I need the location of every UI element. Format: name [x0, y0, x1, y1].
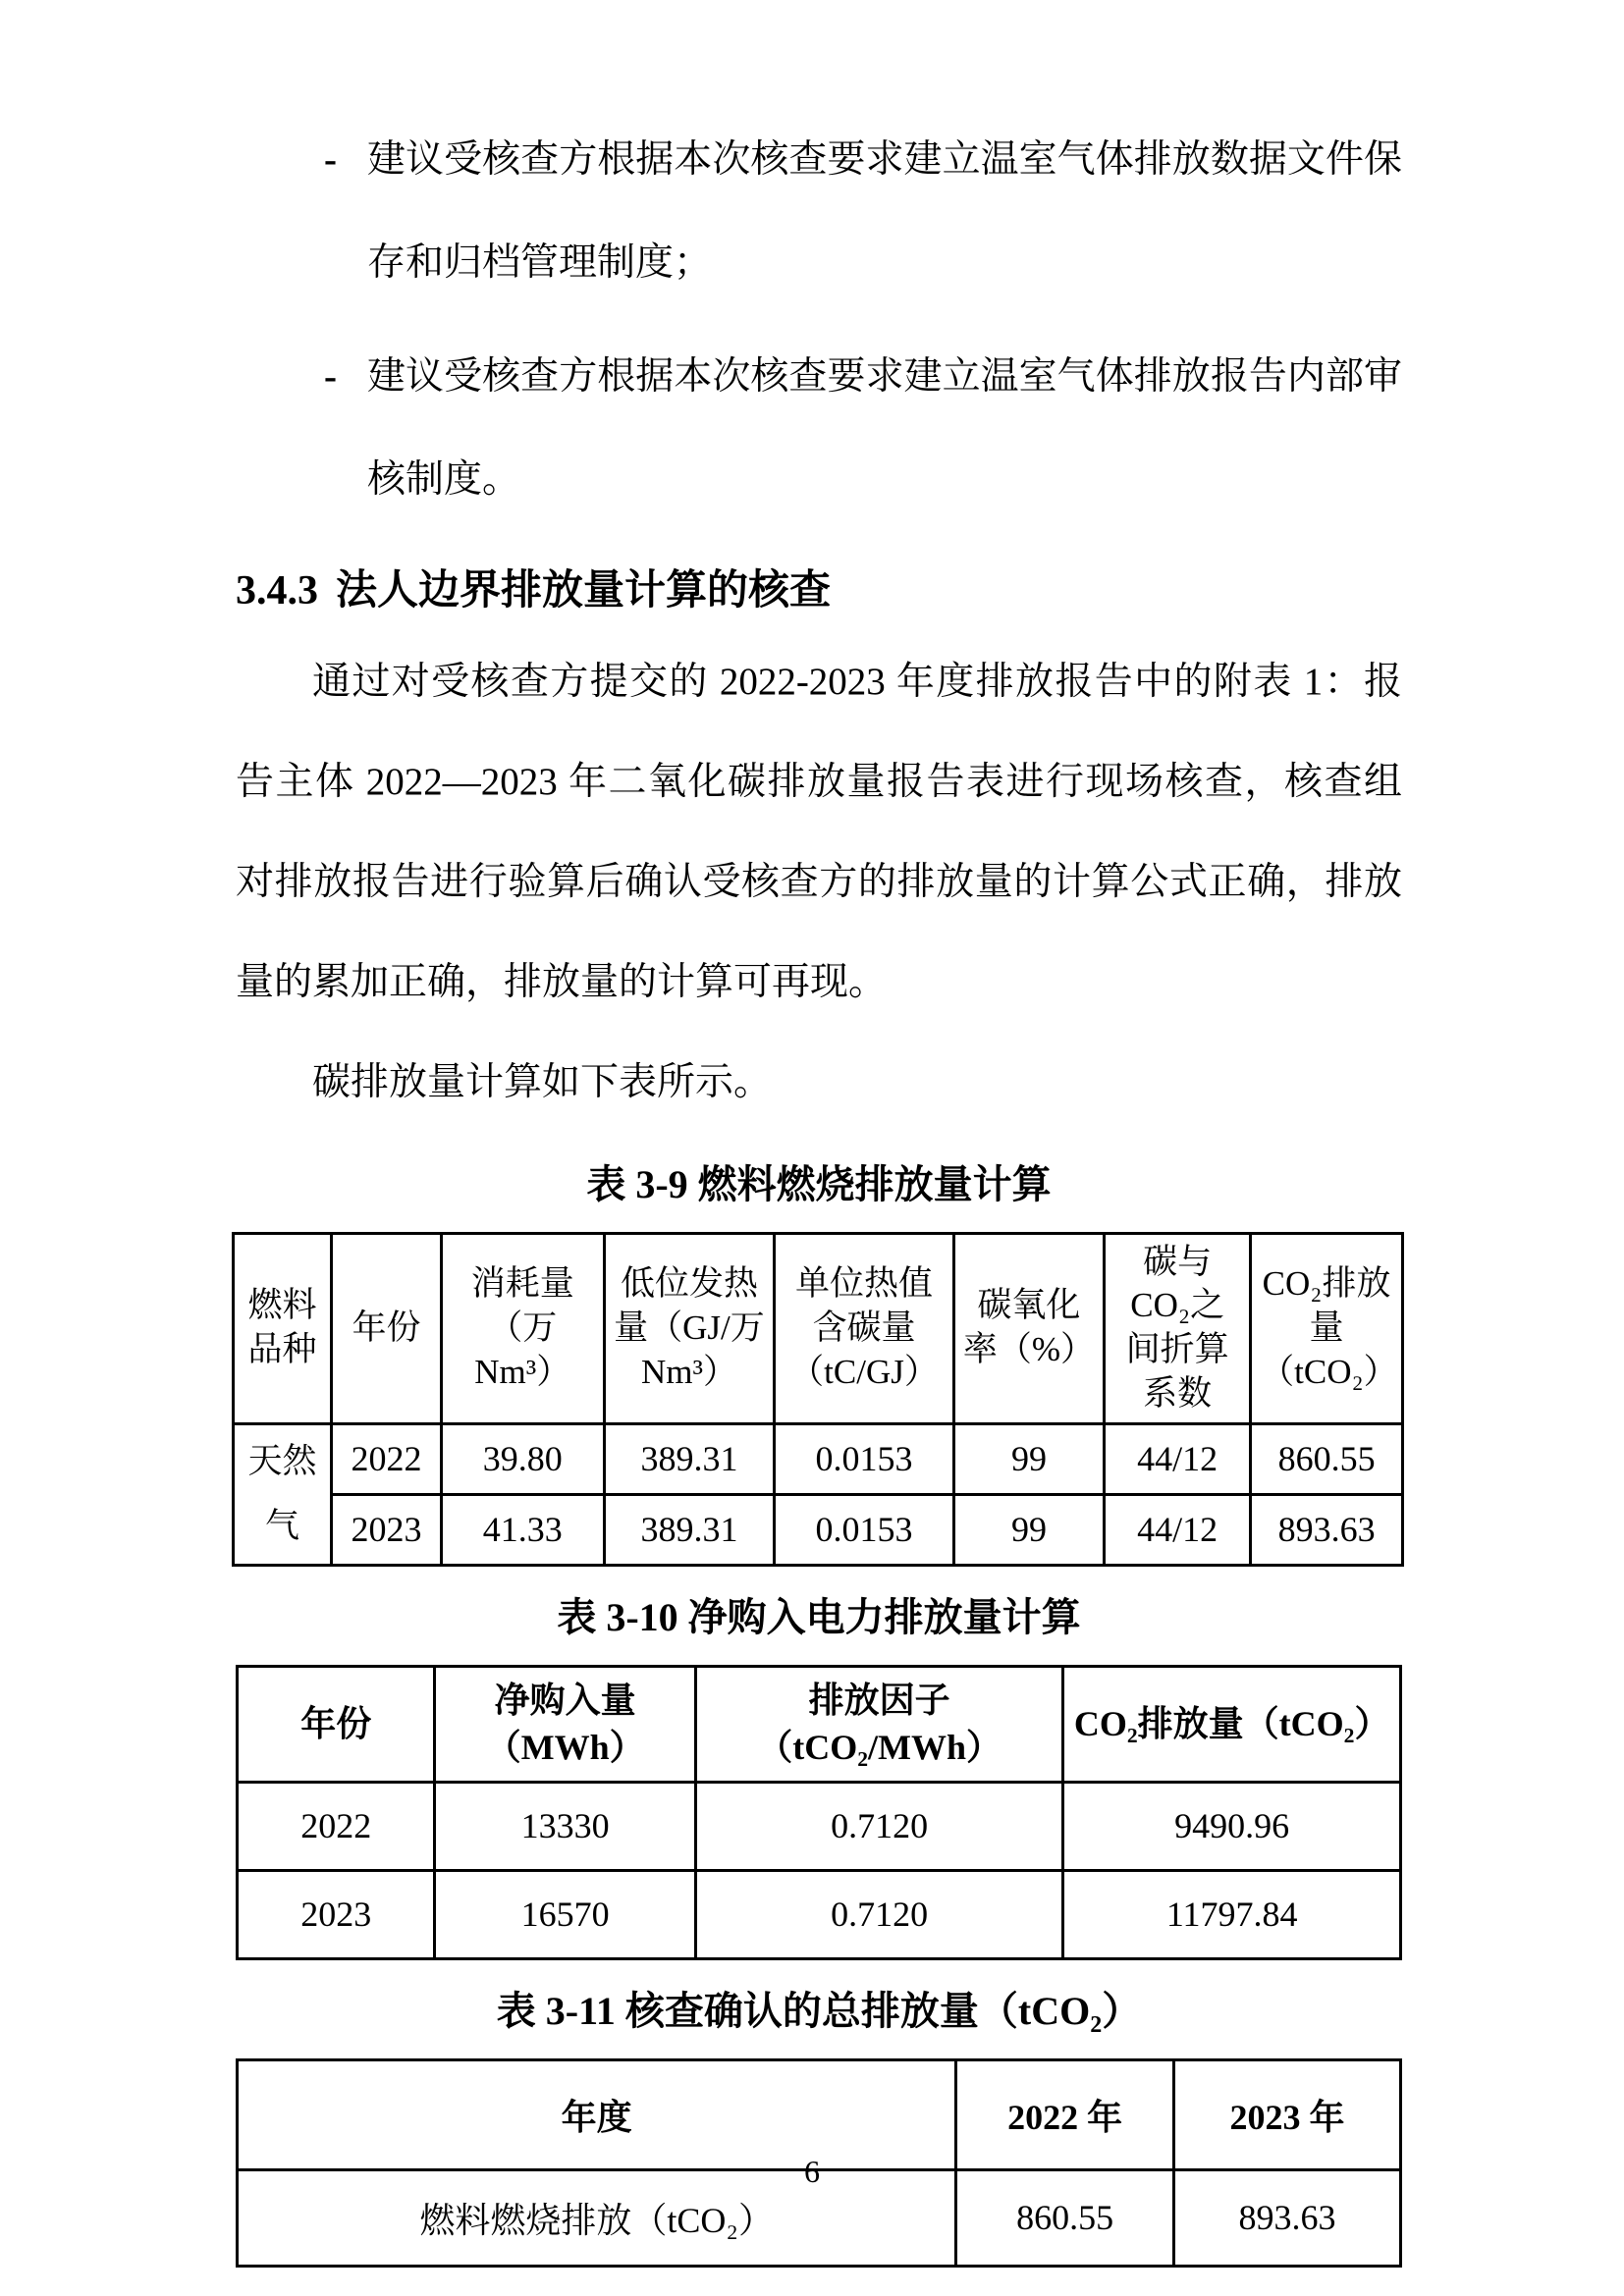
column-header: 2023 年: [1173, 2059, 1400, 2169]
table-cell: 860.55: [1251, 1423, 1403, 1494]
list-item: [236, 108, 1402, 315]
table-cell: 9490.96: [1063, 1782, 1401, 1870]
table-3-9-title: 表 3-9 燃料燃烧排放量计算: [586, 1161, 1052, 1206]
bullet-dash: -: [324, 354, 337, 398]
table-row: [234, 1494, 1403, 1565]
table-cell: 860.55: [956, 2169, 1174, 2266]
column-header: 单位热值含碳量（tC/GJ）: [775, 1233, 953, 1423]
table-cell: 44/12: [1105, 1423, 1251, 1494]
table-cell: 893.63: [1173, 2169, 1400, 2266]
bullet-text: 建议受核查方根据本次核查要求建立温室气体排放报告内部审核制度。: [367, 354, 1402, 501]
table-cell: 2023: [332, 1494, 442, 1565]
column-header: 净购入量（MWh）: [435, 1666, 695, 1782]
table-cell: 16570: [435, 1870, 695, 1958]
body-paragraph: 碳排放量计算如下表所示。: [312, 1061, 773, 1104]
column-header: 碳氧化率（%）: [953, 1233, 1105, 1423]
column-header: 2022 年: [956, 2059, 1174, 2169]
table-cell: 99: [953, 1494, 1105, 1565]
column-header: 排放因子（tCO₂/MWh）: [695, 1666, 1062, 1782]
table-3-9: [232, 1232, 1404, 1567]
table-row: [234, 1233, 1403, 1423]
column-header: 消耗量（万 Nm³）: [441, 1233, 604, 1423]
column-header: 燃料品种: [234, 1233, 332, 1423]
table-cell: 44/12: [1105, 1494, 1251, 1565]
table-cell: 389.31: [604, 1494, 775, 1565]
table-cell: 41.33: [441, 1494, 604, 1565]
table-cell: 11797.84: [1063, 1870, 1401, 1958]
column-header: CO₂排放量（tCO₂）: [1251, 1233, 1403, 1423]
section-number: 3.4.3: [236, 568, 318, 614]
column-header: 年份: [332, 1233, 442, 1423]
list-item: [236, 325, 1402, 532]
table-cell: 99: [953, 1423, 1105, 1494]
body-paragraph: 通过对受核查方提交的 2022-2023 年度排放报告中的附表 1：报告主体 2022—2023 年二氧化碳排放量报告表进行现场核查，核查组对排放报告进行验算后确认受核查方的排放量的计算公式正确，排放量的累加正确，排放量的计算可再现。: [236, 660, 1402, 1004]
table-row: [238, 1870, 1401, 1958]
table-row: [238, 1666, 1401, 1782]
column-header: 年份: [238, 1666, 435, 1782]
fuel-type-cell: 天然气: [234, 1423, 332, 1565]
table-row: [234, 1423, 1403, 1494]
table-cell: 13330: [435, 1782, 695, 1870]
bullet-text: 建议受核查方根据本次核查要求建立温室气体排放数据文件保存和归档管理制度；: [367, 138, 1402, 285]
table-cell: 389.31: [604, 1423, 775, 1494]
column-header: 低位发热量（GJ/万 Nm³）: [604, 1233, 775, 1423]
section-title: 法人边界排放量计算的核查: [336, 568, 832, 614]
column-header: 碳与CO₂之间折算系数: [1105, 1233, 1251, 1423]
bullet-dash: -: [324, 138, 337, 181]
table-cell: 燃料燃烧排放（tCO₂）: [238, 2169, 956, 2266]
table-cell: 2023: [238, 1870, 435, 1958]
section-heading: [236, 564, 1402, 618]
table-cell: 0.0153: [775, 1494, 953, 1565]
table-cell: 0.7120: [695, 1870, 1062, 1958]
table-3-11-title: 表 3-11 核查确认的总排放量（tCO₂）: [496, 1988, 1142, 2033]
table-3-10: [236, 1665, 1402, 1960]
page-number: 6: [804, 2154, 820, 2189]
table-cell: 2022: [238, 1782, 435, 1870]
table-row: [238, 1782, 1401, 1870]
table-cell: 0.0153: [775, 1423, 953, 1494]
table-cell: 893.63: [1251, 1494, 1403, 1565]
column-header: 年度: [238, 2059, 956, 2169]
table-3-10-title: 表 3-10 净购入电力排放量计算: [557, 1594, 1081, 1639]
table-cell: 2022: [332, 1423, 442, 1494]
table-cell: 39.80: [441, 1423, 604, 1494]
column-header: CO₂排放量（tCO₂）: [1063, 1666, 1401, 1782]
table-cell: 0.7120: [695, 1782, 1062, 1870]
